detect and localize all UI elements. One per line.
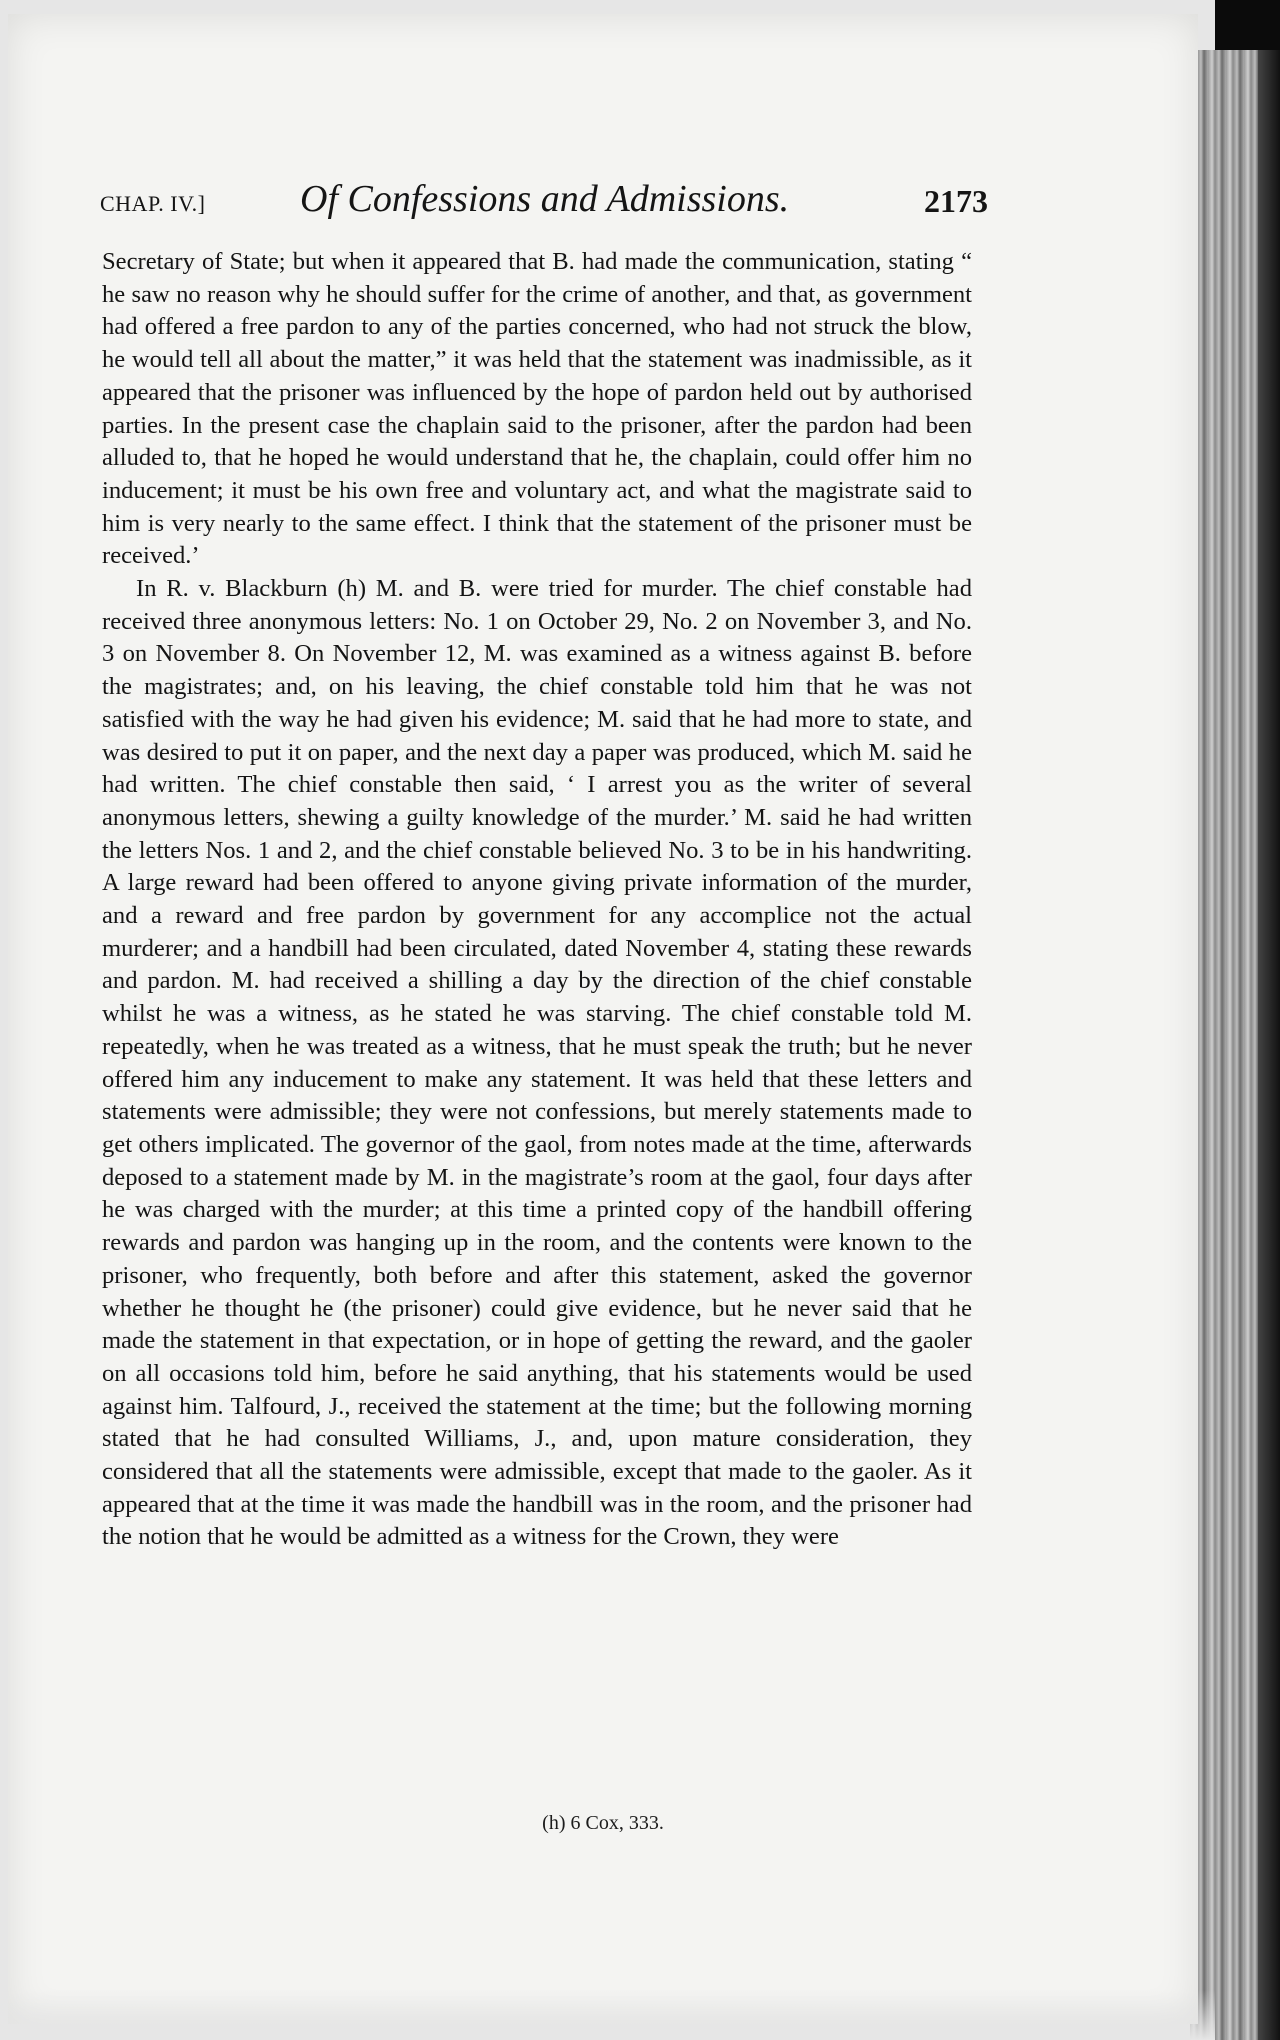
page-header xyxy=(100,177,988,237)
book-page xyxy=(8,14,1198,2024)
footnote: (h) 6 Cox, 333. xyxy=(542,1812,664,1834)
page-number: 2173 xyxy=(924,183,988,219)
body-text xyxy=(102,246,972,1554)
paragraph: In R. v. Blackburn (h) M. and B. were tried for murder. The chief constable had received three anonymous letters: No. 1 on October 29, No. 2 on November 3, and No. 3 on November 8. On November 12, M. was examined as a witness against B. before the magistrates; and, on his leaving, the chief constable told him that he was not satisfied with the way he had given his evidence; M. said that he had more to state, and was desired to put it on paper, and the next day a paper was produced, which M. said he had written. The chief constable then said, ‘ I arrest you as the writer of several anonymous letters, shewing a guilty knowledge of the murder.’ M. said he had written the letters Nos. 1 and 2, and the chief constable believed No. 3 to be in his handwriting. A large reward had been offered to anyone giving private information of the murder, and a reward and free pardon by government for any accomplice not the actual murderer; and a handbill had been circulated, dated November 4, stating these rewards and pardon. M. had received a shilling a day by the direction of the chief constable whilst he was a witness, as he stated he was starving. The chief constable told M. repeatedly, when he was treated as a witness, that he must speak the truth; but he never offered him any inducement to make any statement. It was held that these letters and statements were admissible; they were not confessions, but merely statements made to get others implicated. The governor of the gaol, from notes made at the time, afterwards deposed to a statement made by M. in the magistrate’s room at the gaol, four days after he was charged with the murder; at this time a printed copy of the handbill offering rewards and pardon was hanging up in the room, and the contents were known to the prisoner, who frequently, both before and after this statement, asked the governor whether he thought he (the prisoner) could give evidence, but he never said that he made the statement in that expectation, or in hope of getting the reward, and the gaoler on all occasions told him, before he said anything, that his statements would be used against him. Talfourd, J., received the statement at the time; but the following morning stated that he had consulted Williams, J., and, upon mature consideration, they considered that all the statements were admissible, except that made to the gaoler. As it appeared that at the time it was made the handbill was in the room, and the prisoner had the notion that he would be admitted as a witness for the Crown, they were xyxy=(102,575,972,1551)
paragraph: Secretary of State; but when it appeared that B. had made the communication, stating “ he saw no reason why he should suffer for the crime of another, and that, as government had offered a free pardon to any of the parties concerned, who had not struck the blow, he would tell all about the matter,” it was held that the statement was inadmissible, as it appeared that the prisoner was influenced by the hope of pardon held out by authorised parties. In the present case the chaplain said to the prisoner, after the pardon had been alluded to, that he hoped he would understand that he, the chaplain, could offer him no inducement; it must be his own free and voluntary act, and what the magistrate said to him is very nearly to the same effect. I think that the statement of the prisoner must be received.’ xyxy=(102,248,972,570)
running-title: Of Confessions and Admissions. xyxy=(300,178,790,220)
scan-bottom-shade xyxy=(0,1990,1215,2040)
chapter-label: CHAP. IV.] xyxy=(100,191,206,216)
book-page-edges xyxy=(1190,50,1280,2040)
